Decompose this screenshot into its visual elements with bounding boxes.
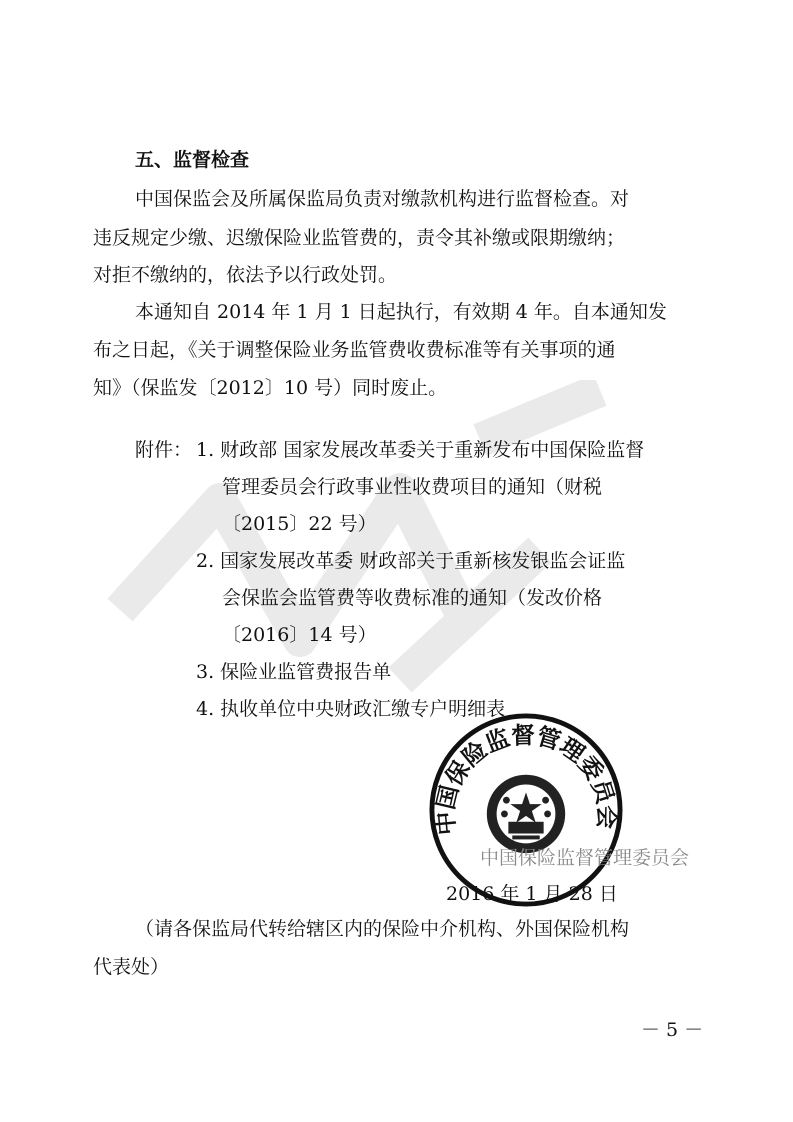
attachment-item: 3. 保险业监管费报告单 <box>196 661 392 683</box>
note-line: 代表处） <box>93 956 170 978</box>
paragraph-line: 中国保监会及所属保监局负责对缴款机构进行监督检查。对 <box>135 188 630 210</box>
watermark-logo <box>100 380 620 700</box>
signature-date: 2016 年 1 月 28 日 <box>446 883 618 905</box>
attachment-item: 〔2015〕22 号） <box>222 513 377 535</box>
attachment-item: 1. 财政部 国家发展改革委关于重新发布中国保险监督 <box>196 439 645 461</box>
attachment-item: 2. 国家发展改革委 财政部关于重新核发银监会证监 <box>196 550 626 572</box>
paragraph-line: 本通知自 2014 年 1 月 1 日起执行，有效期 4 年。自本通知发 <box>135 301 667 323</box>
attachment-item: 4. 执收单位中央财政汇缴专户明细表 <box>196 698 506 720</box>
attachment-item: 会保监会监管费等收费标准的通知（发改价格 <box>222 587 603 609</box>
attachments-label: 附件： <box>135 439 193 461</box>
paragraph-line: 知》（保监发〔2012〕10 号）同时废止。 <box>93 377 448 399</box>
official-seal <box>428 712 624 908</box>
national-emblem-icon <box>487 775 565 853</box>
section-heading: 五、监督检查 <box>135 149 250 171</box>
attachment-item: 〔2016〕14 号） <box>222 624 377 646</box>
signature-org: 中国保险监督管理委员会 <box>480 847 690 869</box>
paragraph-line: 布之日起，《关于调整保险业务监管费收费标准等有关事项的通 <box>93 339 616 361</box>
note-line: （请各保监局代转给辖区内的保险中介机构、外国保险机构 <box>135 918 630 940</box>
paragraph-line: 对拒不缴纳的，依法予以行政处罚。 <box>93 264 398 286</box>
paragraph-line: 违反规定少缴、迟缴保险业监管费的，责令其补缴或限期缴纳； <box>93 227 626 249</box>
page-number: － 5 － <box>641 1019 704 1041</box>
seal-org-name: 中国保险监督管理委员会 <box>430 720 621 837</box>
attachment-item: 管理委员会行政事业性收费项目的通知（财税 <box>222 476 603 498</box>
